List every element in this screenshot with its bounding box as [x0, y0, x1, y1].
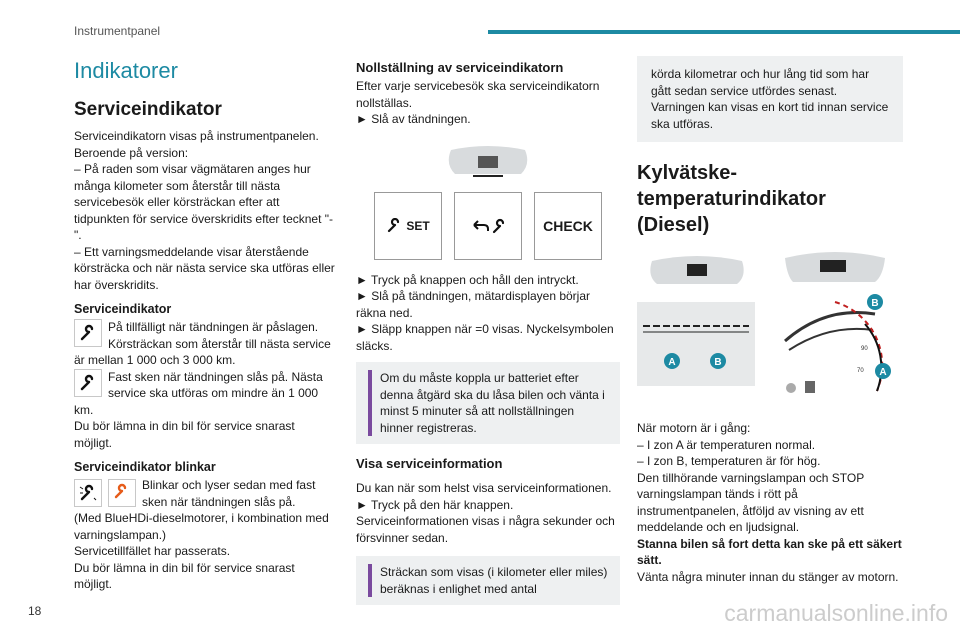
p-service-soon-2: Du bör lämna in din bil för service snarast möjligt.	[74, 560, 295, 591]
label-a: A	[668, 357, 676, 368]
return-wrench-icon	[470, 217, 506, 235]
page-number: 18	[28, 604, 42, 618]
coolant-illustration	[637, 246, 903, 406]
battery-note-text: Om du måste koppla ur batteriet efter denna åtgärd ska du låsa bilen och vänta i minst 5 minuter så att nollställningen hinner registreras.	[380, 371, 605, 435]
wrench-icon	[74, 369, 102, 397]
temperature-gauge	[765, 246, 897, 406]
label-a-gauge: A	[879, 367, 887, 378]
info-disappears-text: Serviceinformationen visas i några sekunder och försvinner sedan.	[356, 514, 615, 545]
reset-heading: Nollställning av serviceindikatorn	[356, 60, 564, 75]
engine-warning-icon	[108, 479, 136, 507]
bullet-odometer: – På raden som visar vägmätaren anges hur många kilometer som återstår till nästa servicebesök eller körsträckan efter att tidpunkten för service överskridits efter tecknet "-".	[74, 162, 334, 242]
subheading-serviceindikator: Serviceindikator	[74, 302, 172, 316]
intro-text: Serviceindikatorn visas på instrumentpanelen. Beroende på version:	[74, 129, 319, 160]
warning-lamp-text: Den tillhörande varningslampan och STOP varningslampan tänds i rött på instrumentpanelen, åtföljd av visning av ett meddelande och en ljudsignal.	[637, 470, 865, 534]
note-info-bar	[368, 370, 372, 436]
watermark: carmanualsonline.info	[724, 600, 948, 626]
set-label: SET	[406, 218, 430, 233]
coolant-heading: Kylvätske-temperaturindikator (Diesel)	[637, 162, 826, 236]
step-release: ► Släpp knappen när =0 visas. Nyckelsymbolen släcks.	[356, 322, 614, 353]
distance-note	[356, 556, 620, 605]
middle-column	[356, 56, 620, 613]
show-info-text: Du kan när som helst visa serviceinformationen.	[356, 481, 612, 495]
section-header: Instrumentpanel	[74, 24, 161, 38]
distance-note-text: Sträckan som visas (i kilometer eller miles) beräknas i enlighet med antal	[380, 565, 608, 596]
back-wrench-button[interactable]	[454, 192, 522, 260]
p-blink: Blinkar och lyser sedan med fast sken när tändningen slås på.	[142, 478, 316, 509]
label-b-gauge: B	[871, 298, 879, 309]
wrench-icon	[74, 319, 102, 347]
bullet-warning: – Ett varningsmeddelande visar återstående körsträcka och när nästa service ska utföras eller har överskridits.	[74, 244, 335, 292]
show-service-info-heading: Visa serviceinformation	[356, 456, 503, 471]
reset-buttons	[356, 192, 620, 260]
dashboard-illustration	[356, 144, 620, 178]
zone-a-text: – I zon A är temperaturen normal.	[637, 437, 816, 452]
right-column	[637, 56, 903, 585]
label-b: B	[714, 357, 722, 368]
serviceindikator-heading: Serviceindikator	[74, 99, 222, 120]
battery-note	[356, 362, 620, 444]
engine-running-text: När motorn är i gång:	[637, 421, 751, 435]
note-info-bar	[368, 564, 372, 597]
check-button[interactable]	[534, 192, 602, 260]
reset-intro: Efter varje servicebesök ska serviceindikatorn nollställas.	[356, 79, 600, 110]
set-button[interactable]	[374, 192, 442, 260]
check-label: CHECK	[543, 217, 593, 234]
p-overdue: Servicetillfället har passerats.	[74, 544, 231, 558]
dashboard-gauge-illustration	[637, 246, 757, 406]
page-title: Indikatorer	[74, 58, 178, 83]
wait-text: Vänta några minuter innan du stänger av motorn.	[637, 569, 899, 584]
note-continuation-text: körda kilometrar och hur lång tid som har gått sedan service utfördes senast. Varningen kan visas en kort tid innan service ska utföras.	[651, 67, 889, 131]
p-bluehdi: (Med BlueHDi-dieselmotorer, i kombination med varningslampan.)	[74, 511, 329, 542]
step-press-button: ► Tryck på den här knappen.	[356, 497, 514, 512]
stop-car-text: Stanna bilen så fort detta kan ske på ett säkert sätt.	[637, 536, 902, 567]
header-accent-bar	[488, 30, 960, 34]
wrench-blink-icon	[74, 479, 102, 507]
p-temporary: På tillfälligt när tändningen är påslagen. Körsträckan som återstår till nästa service är mellan 1 000 och 3 000 km.	[74, 320, 331, 367]
subheading-blinkar: Serviceindikator blinkar	[74, 460, 216, 474]
p-service-soon: Du bör lämna in din bil för service snarast möjligt.	[74, 419, 295, 450]
gauge-70: 70	[857, 368, 864, 374]
step-ignition-on: ► Slå på tändningen, mätardisplayen börjar räkna ned.	[356, 289, 591, 320]
left-column	[74, 56, 336, 593]
step-ignition-off: ► Slå av tändningen.	[356, 112, 471, 126]
wrench-icon	[386, 218, 402, 234]
zone-b-text: – I zon B, temperaturen är för hög.	[637, 454, 821, 468]
p-fixed: Fast sken när tändningen slås på. Nästa service ska utföras om mindre än 1 000 km.	[74, 369, 323, 417]
gauge-90: 90	[861, 346, 868, 352]
note-continuation	[637, 56, 903, 142]
step-hold-button: ► Tryck på knappen och håll den intryckt.	[356, 272, 579, 287]
